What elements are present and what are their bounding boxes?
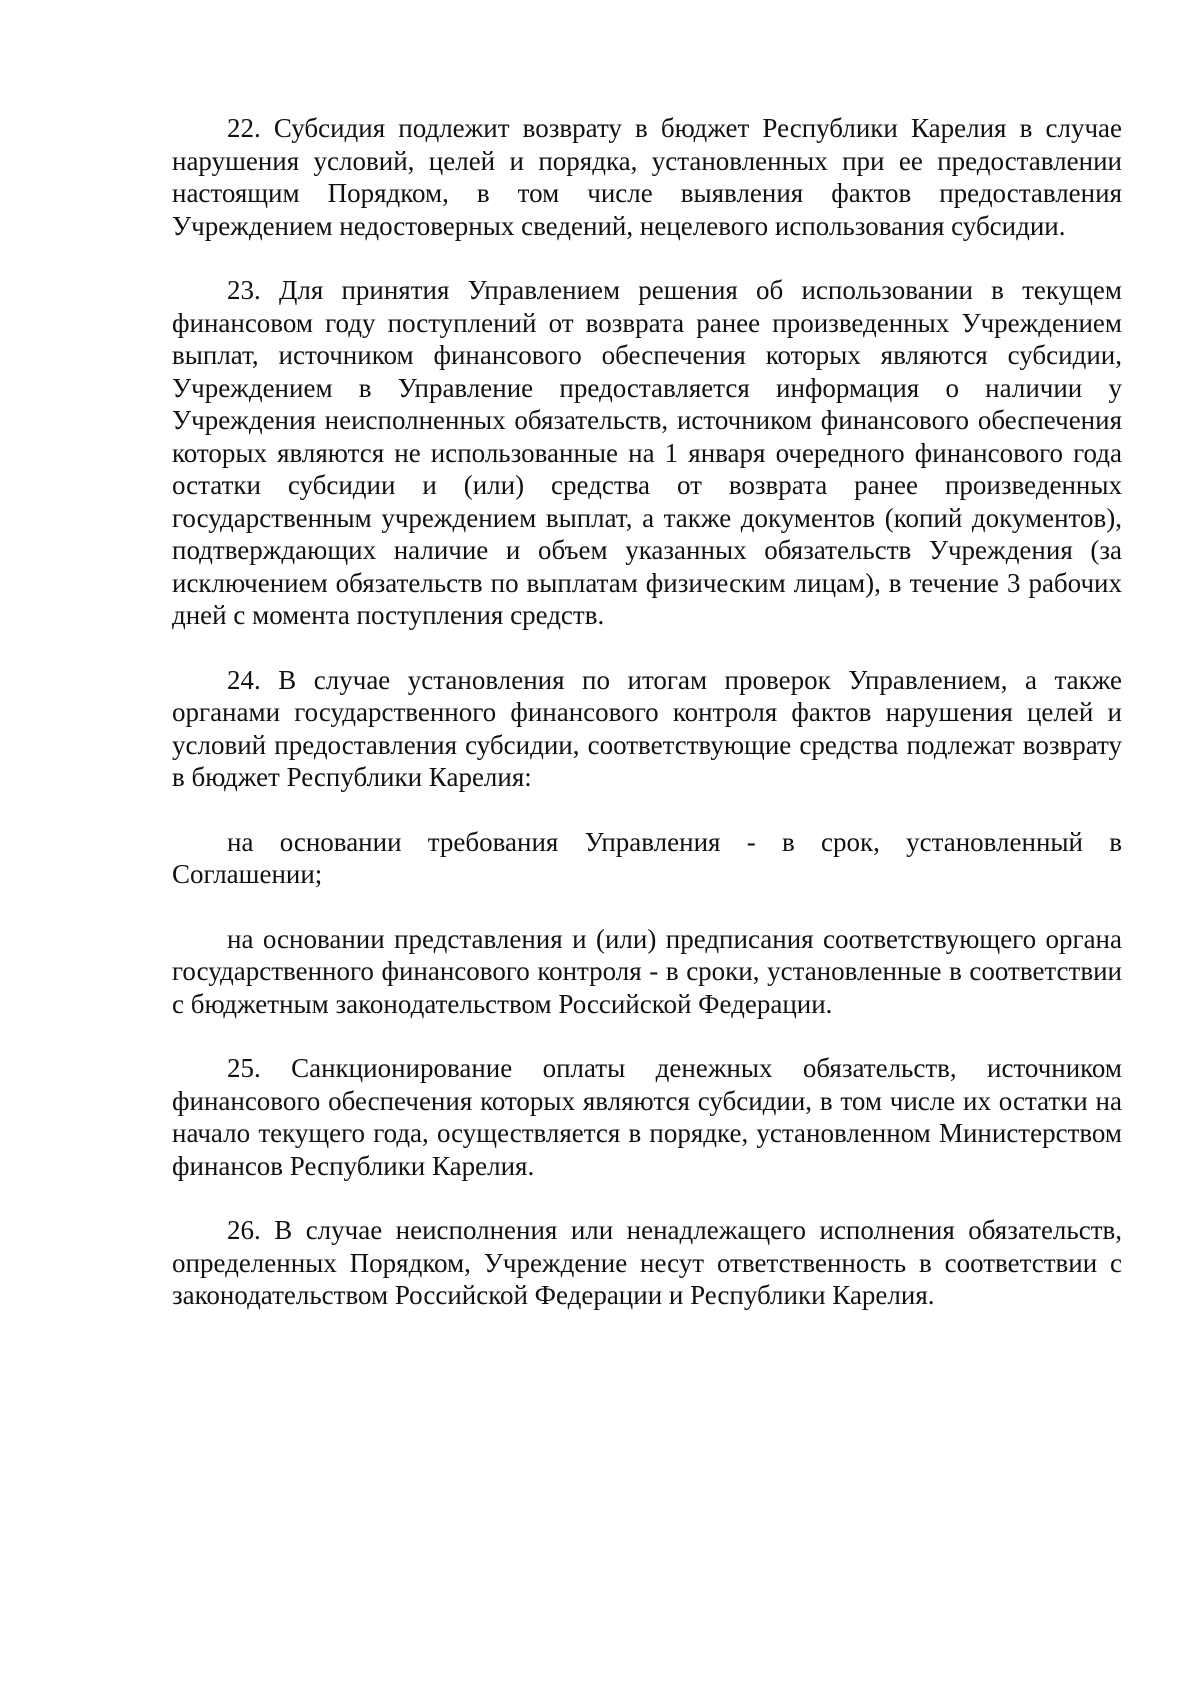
paragraph-23: 23. Для принятия Управлением решения об использовании в текущем финансовом году поступлений от возврата ранее произведенных Учреждением выплат, источником финансового обеспечения которых являются субсидии, Учреждением в Управление предоставляется информация о наличии у Учреждения неисполненных обязательств, источником финансового обеспечения которых являются не использованные на 1 января очередного финансового года остатки субсидии и (или) средства от возврата ранее произведенных государственным учреждением выплат, а также документов (копий документов), подтверждающих наличие и объем указанных обязательств Учреждения (за исключением обязательств по выплатам физическим лицам), в течение 3 рабочих дней с момента поступления средств.	[172, 275, 1122, 630]
document-body	[172, 112, 1122, 1344]
paragraph-22: 22. Субсидия подлежит возврату в бюджет Республики Карелия в случае нарушения условий, целей и порядка, установленных при ее предоставлении настоящим Порядком, в том числе выявления фактов предоставления Учреждением недостоверных сведений, нецелевого использования субсидии.	[172, 113, 1122, 241]
paragraph-24-item-prescription: на основании представления и (или) предписания соответствующего органа государственного финансового контроля - в сроки, установленные в соответствии с бюджетным законодательством Российской Федерации.	[172, 923, 1122, 1019]
paragraph-26: 26. В случае неисполнения или ненадлежащего исполнения обязательств, определенных Порядком, Учреждение несут ответственность в соответствии с законодательством Российской Федерации и Республики Карелия.	[172, 1215, 1122, 1310]
paragraph-24: 24. В случае установления по итогам проверок Управлением, а также органами государственного финансового контроля фактов нарушения целей и условий предоставления субсидии, соответствующие средства подлежат возврату в бюджет Республики Карелия:	[172, 664, 1122, 792]
paragraph-25: 25. Санкционирование оплаты денежных обязательств, источником финансового обеспечения которых являются субсидии, в том числе их остатки на начало текущего года, осуществляется в порядке, установленном Министерством финансов Республики Карелия.	[172, 1053, 1122, 1181]
paragraph-24-item-requirement: на основании требования Управления - в срок, установленный в Соглашении;	[172, 826, 1122, 889]
